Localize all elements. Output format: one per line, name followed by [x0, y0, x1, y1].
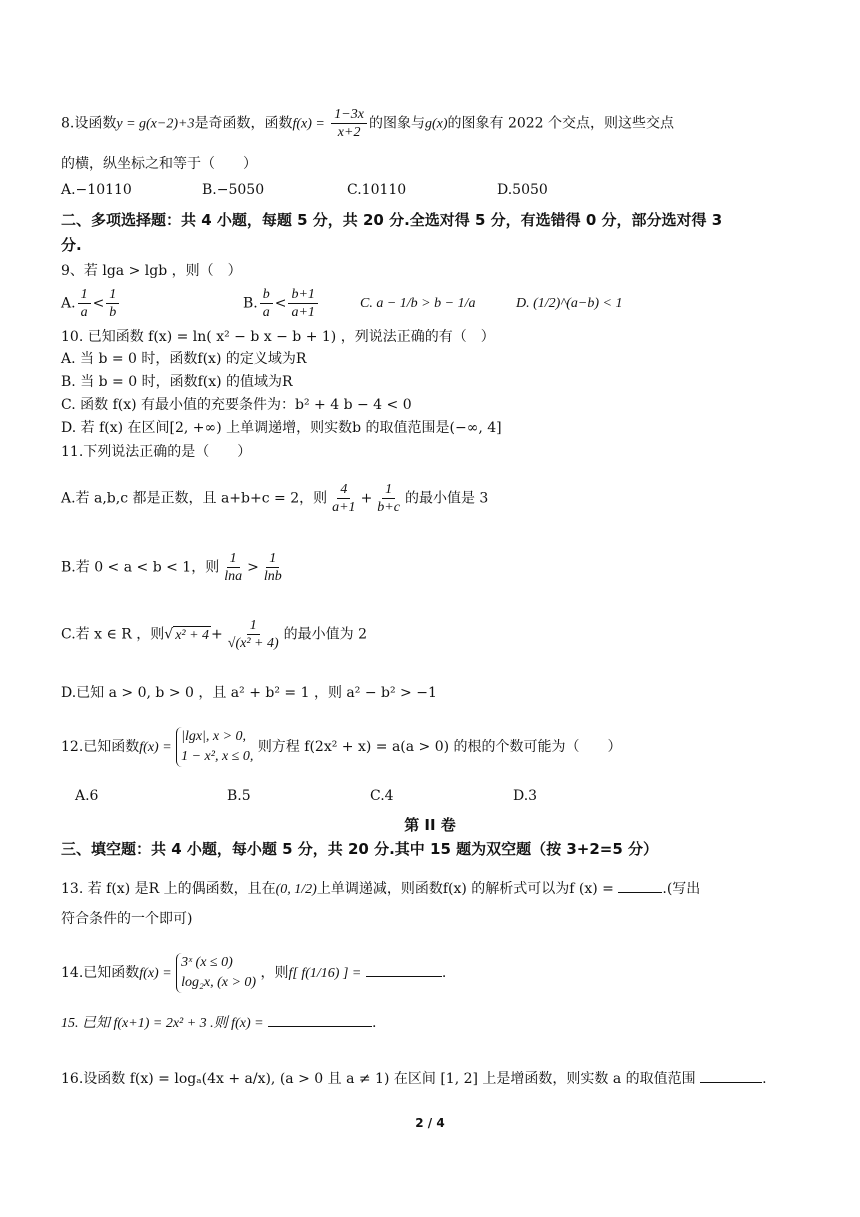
q13-line1: 13. 若 f(x) 是R 上的偶函数，且在(0, 1/2)上单调递减，则函数f(x) 的解析式可以为f (x) = .(写出	[61, 878, 700, 899]
q9-option-d: D. (1/2)^(a−b) < 1	[516, 296, 623, 311]
q9-option-c: C. a − 1/b > b − 1/a	[360, 296, 476, 311]
q12-piecewise: |lgx|, x > 0, 1 − x², x ≤ 0,	[176, 727, 253, 767]
q16-line: 16.设函数 f(x) = logₐ(4x + a/x), (a > 0 且 a ≠ 1) 在区间 [1, 2] 上是增函数，则实数 a 的取值范围 .	[61, 1068, 767, 1088]
q15-answer-blank[interactable]	[268, 1012, 372, 1027]
part2-title: 第 II 卷	[404, 816, 456, 834]
q16-answer-blank[interactable]	[700, 1068, 762, 1083]
q11-option-b: B.若 0 < a < b < 1，则 $\frac{1}{\ln a}$ > $\frac{1}{\ln b}$	[61, 551, 282, 584]
q14-piecewise: 3ˣ (x ≤ 0) log₂x, (x > 0)	[176, 953, 256, 993]
page-number: 2 / 4	[415, 1116, 445, 1130]
q8-option-a: A.−10110	[61, 182, 132, 198]
q8-fraction: $\frac{1-3x}{x+2}$	[331, 106, 367, 141]
q10-option-c: C. 函数 f(x) 有最小值的充要条件为：b² + 4 b − 4 < 0	[61, 397, 412, 413]
q8-option-b: B.−5050	[202, 182, 265, 198]
q9-option-b: B. $\frac{b}{a}$ < $\frac{b+1}{a+1}$	[243, 286, 320, 321]
q8-option-c: C.10110	[347, 182, 407, 198]
q10-stem: 10. 已知函数 f(x) = ln( x² − b x − b + 1) ，列说法正确的有（ ）	[61, 329, 495, 345]
section2-title-cont: 分.	[61, 236, 82, 254]
q12-option-d: D.3	[513, 788, 538, 804]
q15-line: 15. 已知 f(x+1) = 2x² + 3 .则 f(x) = .	[61, 1012, 376, 1033]
q12-option-b: B.5	[227, 788, 251, 804]
q10-option-a: A. 当 b = 0 时，函数f(x) 的定义域为R	[61, 351, 307, 367]
q8-option-d: D.5050	[497, 182, 548, 198]
q12-option-c: C.4	[370, 788, 394, 804]
q12-stem: 12.已知函数f(x) = |lgx|, x > 0, 1 − x², x ≤ 0, 则方程 f(2x² + x) = a(a > 0) 的根的个数可能为（ ）	[61, 727, 622, 767]
q8-line2: 的横，纵坐标之和等于（ ）	[61, 156, 257, 172]
q14-answer-blank[interactable]	[366, 962, 442, 977]
q8-line1: 8.设函数y = g(x−2)+3是奇函数，函数f(x) = $\frac{1-3x}{x+2}$ 的图象与g(x)的图象有 2022 个交点，则这些交点	[61, 107, 675, 140]
q11-option-d: D.已知 a > 0, b > 0 ，且 a² + b² = 1 ，则 a² − b² > −1	[61, 685, 437, 701]
q13-answer-blank[interactable]	[618, 878, 662, 893]
section2-title: 二、多项选择题：共 4 小题，每题 5 分，共 20 分.全选对得 5 分，有选错得 0 分，部分选对得 3	[61, 211, 723, 229]
q10-option-d: D. 若 f(x) 在区间[2, +∞) 上单调递增，则实数b 的取值范围是(−∞, 4]	[61, 420, 502, 436]
q9-stem: 9、若 lga > lgb ，则（ ）	[61, 263, 242, 279]
q9-option-a: A. $\frac{1}{a}$ < $\frac{1}{b}$	[61, 286, 121, 321]
q11-stem: 11.下列说法正确的是（ ）	[61, 444, 252, 460]
q13-line2: 符合条件的一个即可)	[61, 911, 193, 927]
section3-title: 三、填空题：共 4 小题，每小题 5 分，共 20 分.其中 15 题为双空题（按 3+2=5 分）	[61, 840, 658, 858]
q12-option-a: A.6	[75, 788, 99, 804]
q11-option-a: A.若 a,b,c 都是正数，且 a+b+c = 2，则 $\frac{4}{a+1}$ + $\frac{1}{b+c}$ 的最小值是 3	[61, 482, 489, 515]
q10-option-b: B. 当 b = 0 时，函数f(x) 的值域为R	[61, 374, 293, 390]
q11-option-c: C.若 x ∈ R ，则√ x² + 4 + $\frac{1}{\text{√(x² + 4)}}$ 的最小值为 2	[61, 618, 368, 651]
q14-line: 14.已知函数f(x) = 3ˣ (x ≤ 0) log₂x, (x > 0) ，则f[ f(1/16) ] = .	[61, 953, 446, 993]
